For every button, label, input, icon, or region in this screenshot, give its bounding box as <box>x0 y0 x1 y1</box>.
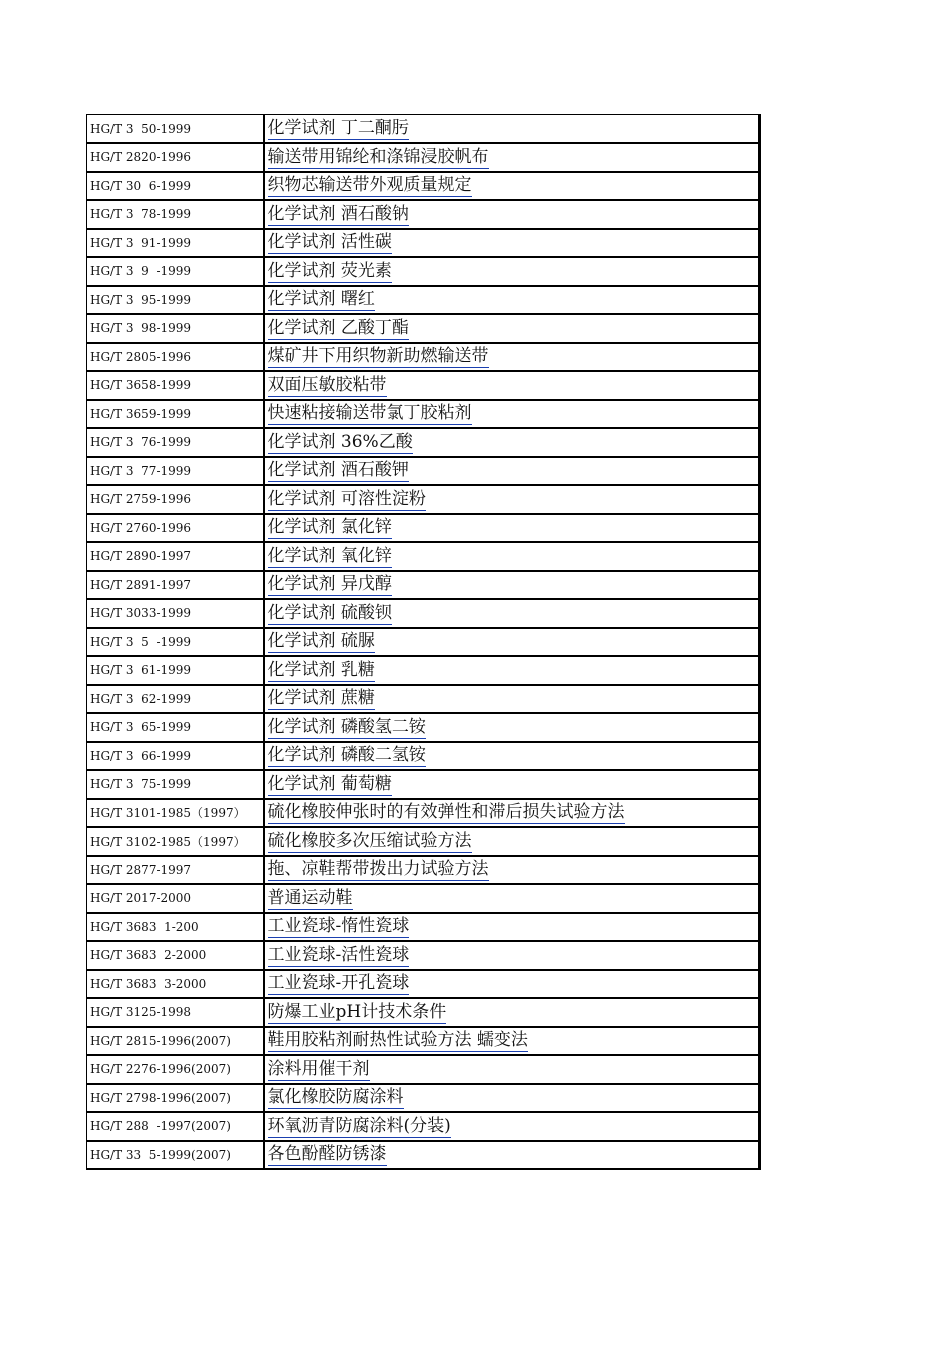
standard-code: HG/T 2759-1996 <box>87 485 264 514</box>
table-row <box>87 713 760 742</box>
standard-title-link[interactable]: 化学试剂 酒石酸钠 <box>267 203 409 224</box>
standard-title-link[interactable]: 化学试剂 葡萄糖 <box>267 773 392 794</box>
standard-code: HG/T 2276-1996(2007) <box>87 1055 264 1084</box>
standard-title-cell <box>264 1112 760 1141</box>
table-row <box>87 941 760 970</box>
table-row <box>87 172 760 201</box>
standard-title-link[interactable]: 化学试剂 异戊醇 <box>267 574 392 595</box>
standard-title-cell <box>264 286 760 315</box>
standard-code: HG/T 2877-1997 <box>87 856 264 885</box>
table-row <box>87 656 760 685</box>
standard-code: HG/T 3 76-1999 <box>87 428 264 457</box>
standard-title-link[interactable]: 化学试剂 硫酸钡 <box>267 602 392 623</box>
table-row <box>87 599 760 628</box>
standard-code: HG/T 3 62-1999 <box>87 685 264 714</box>
table-row <box>87 1141 760 1170</box>
table-row <box>87 1112 760 1141</box>
standard-title-cell <box>264 1027 760 1056</box>
standard-title-link[interactable]: 化学试剂 磷酸氢二铵 <box>267 716 426 737</box>
standard-code: HG/T 3683 2-2000 <box>87 941 264 970</box>
standards-table <box>86 114 761 1170</box>
standard-title-cell <box>264 371 760 400</box>
table-row <box>87 628 760 657</box>
table-row <box>87 913 760 942</box>
standard-code: HG/T 3 91-1999 <box>87 229 264 258</box>
standard-title-link[interactable]: 化学试剂 氯化锌 <box>267 517 392 538</box>
standard-title-link[interactable]: 化学试剂 乳糖 <box>267 659 375 680</box>
standard-title-link[interactable]: 工业瓷球-开孔瓷球 <box>267 973 410 994</box>
table-row <box>87 770 760 799</box>
table-row <box>87 343 760 372</box>
standard-title-link[interactable]: 防爆工业pH计技术条件 <box>267 1001 447 1022</box>
standard-title-cell <box>264 742 760 771</box>
standard-title-cell <box>264 599 760 628</box>
standard-title-link[interactable]: 化学试剂 磷酸二氢铵 <box>267 745 426 766</box>
standard-code: HG/T 3659-1999 <box>87 400 264 429</box>
standard-code: HG/T 3 95-1999 <box>87 286 264 315</box>
table-row <box>87 428 760 457</box>
standard-code: HG/T 2760-1996 <box>87 514 264 543</box>
standard-title-link[interactable]: 化学试剂 氧化锌 <box>267 545 392 566</box>
standard-title-cell <box>264 941 760 970</box>
standard-title-link[interactable]: 化学试剂 酒石酸钾 <box>267 460 409 481</box>
standard-title-cell <box>264 343 760 372</box>
standard-code: HG/T 3 75-1999 <box>87 770 264 799</box>
standard-title-link[interactable]: 涂料用催干剂 <box>267 1058 370 1079</box>
table-row <box>87 827 760 856</box>
standard-title-link[interactable]: 化学试剂 丁二酮肟 <box>267 118 409 138</box>
table-row <box>87 542 760 571</box>
standard-title-link[interactable]: 化学试剂 可溶性淀粉 <box>267 488 426 509</box>
standard-title-cell <box>264 314 760 343</box>
standard-title-cell <box>264 628 760 657</box>
table-row <box>87 685 760 714</box>
standard-title-link[interactable]: 化学试剂 乙酸丁酯 <box>267 317 409 338</box>
standard-title-link[interactable]: 硫化橡胶伸张时的有效弹性和滞后损失试验方法 <box>267 802 625 823</box>
table-row <box>87 571 760 600</box>
table-row <box>87 400 760 429</box>
standard-title-cell <box>264 970 760 999</box>
standard-code: HG/T 2805-1996 <box>87 343 264 372</box>
standard-title-cell <box>264 571 760 600</box>
table-row <box>87 286 760 315</box>
standard-code: HG/T 2890-1997 <box>87 542 264 571</box>
standard-code: HG/T 2815-1996(2007) <box>87 1027 264 1056</box>
standard-title-cell <box>264 685 760 714</box>
standard-title-cell <box>264 257 760 286</box>
standard-code: HG/T 33 5-1999(2007) <box>87 1141 264 1170</box>
standard-title-cell <box>264 713 760 742</box>
table-row <box>87 1027 760 1056</box>
standard-title-cell <box>264 428 760 457</box>
table-row <box>87 485 760 514</box>
standard-title-link[interactable]: 化学试剂 曙红 <box>267 289 375 310</box>
standard-title-cell <box>264 770 760 799</box>
standard-title-cell <box>264 172 760 201</box>
table-row <box>87 514 760 543</box>
table-row <box>87 257 760 286</box>
standard-title-cell <box>264 457 760 486</box>
standard-title-cell <box>264 998 760 1027</box>
standard-title-link[interactable]: 织物芯输送带外观质量规定 <box>267 175 472 196</box>
standard-code: HG/T 3 50-1999 <box>87 115 264 144</box>
standard-title-link[interactable]: 普通运动鞋 <box>267 887 353 908</box>
standard-title-cell <box>264 200 760 229</box>
table-row <box>87 970 760 999</box>
table-row <box>87 143 760 172</box>
standard-title-cell <box>264 229 760 258</box>
standard-title-link[interactable]: 环氧沥青防腐涂料(分装) <box>267 1115 451 1136</box>
standard-title-link[interactable]: 各色酚醛防锈漆 <box>267 1144 387 1165</box>
standard-code: HG/T 2798-1996(2007) <box>87 1084 264 1113</box>
standard-code: HG/T 3658-1999 <box>87 371 264 400</box>
standard-title-cell <box>264 485 760 514</box>
standard-code: HG/T 3683 1-200 <box>87 913 264 942</box>
standard-code: HG/T 3 9 -1999 <box>87 257 264 286</box>
standard-title-link[interactable]: 双面压敏胶粘带 <box>267 374 387 395</box>
standard-title-cell <box>264 1141 760 1170</box>
standard-code: HG/T 3 66-1999 <box>87 742 264 771</box>
standard-title-link[interactable]: 化学试剂 荧光素 <box>267 260 392 281</box>
standard-code: HG/T 3 61-1999 <box>87 656 264 685</box>
table-row <box>87 115 760 144</box>
standard-code: HG/T 288 -1997(2007) <box>87 1112 264 1141</box>
table-row <box>87 742 760 771</box>
standard-title-cell <box>264 514 760 543</box>
standard-title-cell <box>264 1084 760 1113</box>
standard-code: HG/T 3033-1999 <box>87 599 264 628</box>
standard-title-cell <box>264 656 760 685</box>
standard-title-cell <box>264 542 760 571</box>
table-row <box>87 200 760 229</box>
standard-title-cell <box>264 115 760 144</box>
standard-title-cell <box>264 913 760 942</box>
standards-table-body <box>87 115 760 1170</box>
standard-code: HG/T 3 65-1999 <box>87 713 264 742</box>
standard-code: HG/T 3 78-1999 <box>87 200 264 229</box>
standard-title-link[interactable]: 输送带用锦纶和涤锦浸胶帆布 <box>267 146 489 167</box>
standard-title-cell <box>264 400 760 429</box>
standard-code: HG/T 3125-1998 <box>87 998 264 1027</box>
standard-code: HG/T 2017-2000 <box>87 884 264 913</box>
table-row <box>87 799 760 828</box>
standard-code: HG/T 3 98-1999 <box>87 314 264 343</box>
standard-code: HG/T 3102-1985（1997） <box>87 827 264 856</box>
table-row <box>87 314 760 343</box>
standard-code: HG/T 3 77-1999 <box>87 457 264 486</box>
table-row <box>87 998 760 1027</box>
standard-title-link[interactable]: 煤矿井下用织物新助燃输送带 <box>267 346 489 367</box>
table-row <box>87 1084 760 1113</box>
table-row <box>87 1055 760 1084</box>
standard-code: HG/T 2891-1997 <box>87 571 264 600</box>
standard-code: HG/T 2820-1996 <box>87 143 264 172</box>
standard-title-link[interactable]: 化学试剂 36%乙酸 <box>267 431 413 452</box>
standard-title-link[interactable]: 工业瓷球-活性瓷球 <box>267 944 410 965</box>
standard-title-cell <box>264 799 760 828</box>
standard-title-cell <box>264 827 760 856</box>
standard-code: HG/T 30 6-1999 <box>87 172 264 201</box>
standard-title-link[interactable]: 快速粘接输送带氯丁胶粘剂 <box>267 403 472 424</box>
table-row <box>87 371 760 400</box>
standard-title-link[interactable]: 化学试剂 蔗糖 <box>267 688 375 709</box>
standard-title-link[interactable]: 拖、凉鞋帮带拨出力试验方法 <box>267 859 489 880</box>
standard-title-cell <box>264 884 760 913</box>
standard-title-cell <box>264 856 760 885</box>
standard-title-link[interactable]: 氯化橡胶防腐涂料 <box>267 1087 404 1108</box>
standard-title-link[interactable]: 工业瓷球-惰性瓷球 <box>267 916 410 937</box>
standard-code: HG/T 3 5 -1999 <box>87 628 264 657</box>
standard-title-link[interactable]: 硫化橡胶多次压缩试验方法 <box>267 830 472 851</box>
standard-title-link[interactable]: 鞋用胶粘剂耐热性试验方法 蠕变法 <box>267 1030 528 1051</box>
table-row <box>87 856 760 885</box>
table-row <box>87 457 760 486</box>
table-row <box>87 229 760 258</box>
standard-title-cell <box>264 143 760 172</box>
standard-code: HG/T 3101-1985（1997） <box>87 799 264 828</box>
standard-title-link[interactable]: 化学试剂 硫脲 <box>267 631 375 652</box>
standard-title-cell <box>264 1055 760 1084</box>
table-row <box>87 884 760 913</box>
standard-code: HG/T 3683 3-2000 <box>87 970 264 999</box>
standard-title-link[interactable]: 化学试剂 活性碳 <box>267 232 392 253</box>
